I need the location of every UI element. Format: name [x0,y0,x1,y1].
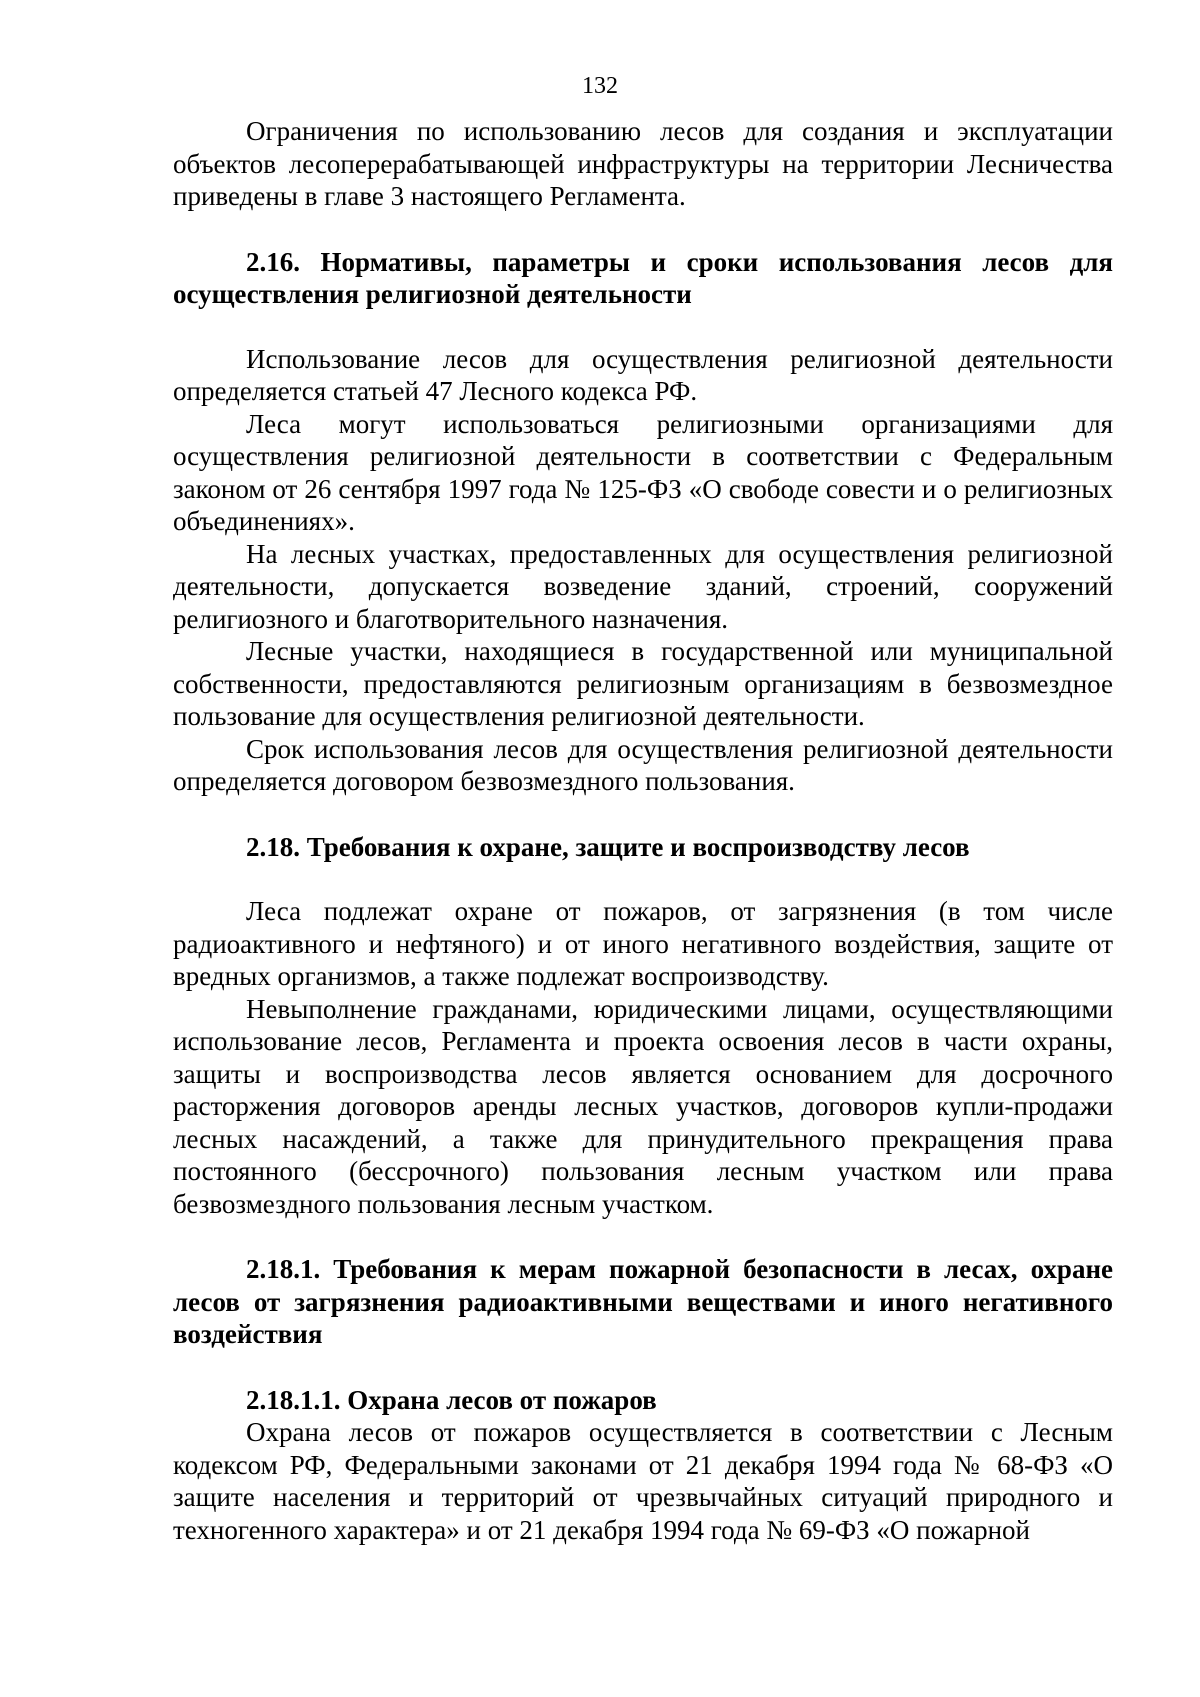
paragraph-term: Срок использования лесов для осуществления религиозной деятельности определяется договором безвозмездного пользования. [173,733,1113,796]
paragraph-non-compliance: Невыполнение гражданами, юридическими лицами, осуществляющими использование лесов, Регламента и проекта освоения лесов в части охраны, защиты и воспроизводства лесов является основанием для досрочного расторжения договоров аренды лесных участков, договоров купли-продажи лесных насаждений, а также для принудительного прекращения права постоянного (бессрочного) пользования лесным участком или права безвозмездного пользования лесным участком. [173,993,1113,1219]
page-number: 132 [582,73,618,99]
paragraph-protection: Леса подлежат охране от пожаров, от загрязнения (в том числе радиоактивного и нефтяного) и от иного негативного воздействия, защите от вредных организмов, а также подлежат воспроизводству. [173,896,1113,991]
paragraph-restrictions: Ограничения по использованию лесов для создания и эксплуатации объектов лесоперерабатывающей инфраструктуры на территории Лесничества приведены в главе 3 настоящего Регламента. [173,116,1113,211]
paragraph-religious-organizations: Леса могут использоваться религиозными организациями для осуществления религиозной деятельности в соответствии с Федеральным законом от 26 сентября 1997 года № 125-ФЗ «О свободе совести и о религиозных объединениях». [173,408,1113,536]
paragraph-religious-use: Использование лесов для осуществления религиозной деятельности определяется статьей 47 Лесного кодекса РФ. [173,343,1113,406]
document-body [173,115,1113,1546]
heading-2-18: 2.18. Требования к охране, защите и воспроизводству лесов [246,831,970,862]
heading-2-16: 2.16. Нормативы, параметры и сроки использования лесов для осуществления религиозной деятельности [173,246,1113,309]
heading-2-18-1-1: 2.18.1.1. Охрана лесов от пожаров [246,1384,657,1415]
paragraph-buildings: На лесных участках, предоставленных для осуществления религиозной деятельности, допускается возведение зданий, строений, сооружений религиозного и благотворительного назначения. [173,538,1113,634]
paragraph-land-plots: Лесные участки, находящиеся в государственной или муниципальной собственности, предоставляются религиозным организациям в безвозмездное пользование для осуществления религиозной деятельности. [173,636,1113,731]
heading-2-18-1: 2.18.1. Требования к мерам пожарной безопасности в лесах, охране лесов от загрязнения радиоактивными веществами и иного негативного воздействия [173,1254,1113,1349]
paragraph-fire-protection: Охрана лесов от пожаров осуществляется в соответствии с Лесным кодексом РФ, Федеральными законами от 21 декабря 1994 года № 68-ФЗ «О защите населения и территорий от чрезвычайных ситуаций природного и техногенного характера» и от 21 декабря 1994 года № 69-ФЗ «О пожарной [173,1417,1113,1545]
